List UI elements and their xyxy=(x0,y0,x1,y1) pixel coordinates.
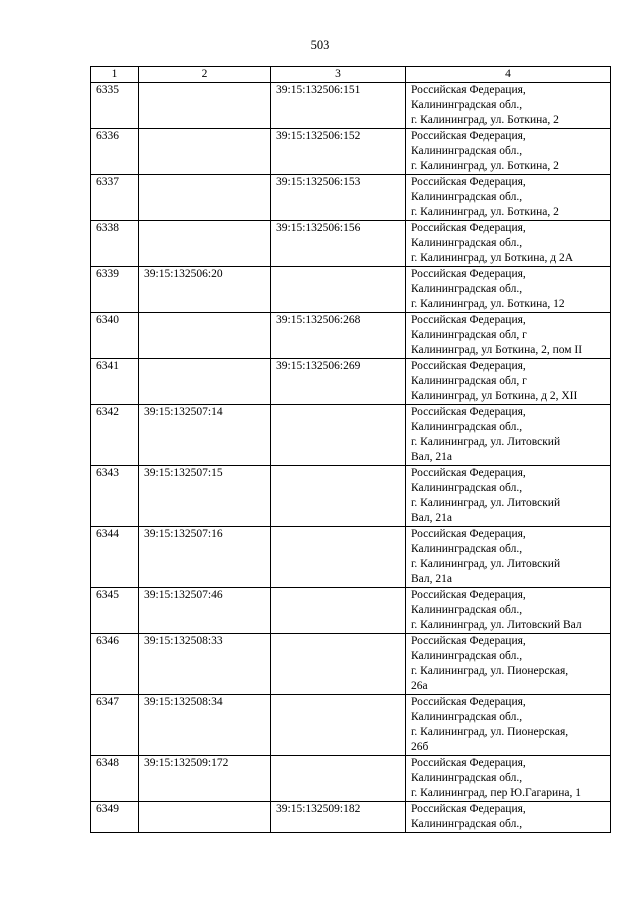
address-line: Калининградская обл., xyxy=(411,650,523,662)
cadastral-number-cell-col3 xyxy=(271,756,406,802)
cadastral-number-cell-col2 xyxy=(139,221,271,267)
row-number-cell: 6345 xyxy=(91,588,139,634)
address-cell xyxy=(406,588,611,634)
address-cell xyxy=(406,527,611,588)
cadastral-number-cell-col3 xyxy=(271,466,406,527)
address-cell xyxy=(406,466,611,527)
table-row xyxy=(91,267,611,313)
address-line: г. Калининград, ул. Литовский xyxy=(411,558,561,570)
address-line: г. Калининград, ул Боткина, д 2А xyxy=(411,252,574,264)
address-line: Российская Федерация, xyxy=(411,528,526,540)
header-row xyxy=(91,67,611,83)
cadastral-number-cell-col3: 39:15:132506:152 xyxy=(271,129,406,175)
address-line: Российская Федерация, xyxy=(411,360,526,372)
address-line: г. Калининград, пер Ю.Гагарина, 1 xyxy=(411,787,581,799)
row-number-cell: 6344 xyxy=(91,527,139,588)
cadastral-number-cell-col2 xyxy=(139,359,271,405)
cadastral-number-cell-col2 xyxy=(139,175,271,221)
cadastral-number-cell-col2 xyxy=(139,313,271,359)
table-row xyxy=(91,359,611,405)
address-line: Калининградская обл., xyxy=(411,543,523,555)
address-line: Российская Федерация, xyxy=(411,406,526,418)
address-line: г. Калининград, ул. Пионерская, xyxy=(411,665,569,677)
row-number-cell: 6337 xyxy=(91,175,139,221)
cadastral-number-cell-col2: 39:15:132507:16 xyxy=(139,527,271,588)
table-row xyxy=(91,221,611,267)
address-line: Калининградская обл., xyxy=(411,818,523,830)
cadastral-number-cell-col3: 39:15:132506:153 xyxy=(271,175,406,221)
address-line: Российская Федерация, xyxy=(411,84,526,96)
address-line: г. Калининград, ул. Боткина, 12 xyxy=(411,298,565,310)
cadastral-number-cell-col3 xyxy=(271,695,406,756)
registry-table xyxy=(90,66,611,833)
address-line: Вал, 21а xyxy=(411,573,452,585)
address-cell xyxy=(406,221,611,267)
cadastral-number-cell-col2 xyxy=(139,802,271,833)
table-row xyxy=(91,83,611,129)
table-row xyxy=(91,129,611,175)
address-line: Российская Федерация, xyxy=(411,222,526,234)
address-cell xyxy=(406,756,611,802)
cadastral-number-cell-col3: 39:15:132506:268 xyxy=(271,313,406,359)
cadastral-number-cell-col2: 39:15:132507:15 xyxy=(139,466,271,527)
address-line: Вал, 21а xyxy=(411,451,452,463)
address-line: Российская Федерация, xyxy=(411,467,526,479)
cadastral-number-cell-col2: 39:15:132508:34 xyxy=(139,695,271,756)
address-line: Калининградская обл, г xyxy=(411,375,527,387)
cadastral-number-cell-col2 xyxy=(139,83,271,129)
row-number-cell: 6346 xyxy=(91,634,139,695)
cadastral-number-cell-col2: 39:15:132507:14 xyxy=(139,405,271,466)
table-row xyxy=(91,527,611,588)
address-line: Российская Федерация, xyxy=(411,176,526,188)
address-cell xyxy=(406,83,611,129)
cadastral-number-cell-col3 xyxy=(271,405,406,466)
address-line: г. Калининград, ул. Литовский Вал xyxy=(411,619,582,631)
address-cell xyxy=(406,695,611,756)
cadastral-number-cell-col3: 39:15:132506:156 xyxy=(271,221,406,267)
address-line: Российская Федерация, xyxy=(411,803,526,815)
row-number-cell: 6341 xyxy=(91,359,139,405)
cadastral-number-cell-col2 xyxy=(139,129,271,175)
cadastral-number-cell-col3: 39:15:132506:269 xyxy=(271,359,406,405)
address-line: Калининградская обл., xyxy=(411,191,523,203)
address-cell xyxy=(406,267,611,313)
address-line: Калининградская обл., xyxy=(411,99,523,111)
address-line: Российская Федерация, xyxy=(411,757,526,769)
address-line: г. Калининград, ул. Литовский xyxy=(411,497,561,509)
cadastral-number-cell-col3 xyxy=(271,267,406,313)
address-line: Калининград, ул Боткина, 2, пом II xyxy=(411,344,583,356)
address-line: Российская Федерация, xyxy=(411,696,526,708)
address-line: Калининградская обл, г xyxy=(411,329,527,341)
address-line: Российская Федерация, xyxy=(411,314,526,326)
cadastral-number-cell-col3 xyxy=(271,527,406,588)
address-line: Калининградская обл., xyxy=(411,604,523,616)
address-line: Российская Федерация, xyxy=(411,589,526,601)
row-number-cell: 6347 xyxy=(91,695,139,756)
address-line: Калининград, ул Боткина, д 2, XII xyxy=(411,390,578,402)
address-line: Калининградская обл., xyxy=(411,421,523,433)
cadastral-number-cell-col3: 39:15:132506:151 xyxy=(271,83,406,129)
cadastral-number-cell-col2: 39:15:132507:46 xyxy=(139,588,271,634)
address-line: Калининградская обл., xyxy=(411,237,523,249)
table-body xyxy=(91,83,611,833)
address-line: г. Калининград, ул. Литовский xyxy=(411,436,561,448)
table-header xyxy=(91,67,611,83)
table-row xyxy=(91,634,611,695)
column-header-2: 2 xyxy=(139,67,271,83)
cadastral-number-cell-col2: 39:15:132508:33 xyxy=(139,634,271,695)
address-line: 26а xyxy=(411,680,428,692)
address-line: Калининградская обл., xyxy=(411,711,523,723)
row-number-cell: 6342 xyxy=(91,405,139,466)
address-cell xyxy=(406,405,611,466)
table-row xyxy=(91,313,611,359)
table-row xyxy=(91,466,611,527)
row-number-cell: 6336 xyxy=(91,129,139,175)
table-row xyxy=(91,756,611,802)
cadastral-number-cell-col3 xyxy=(271,588,406,634)
address-line: Калининградская обл., xyxy=(411,283,523,295)
address-line: Российская Федерация, xyxy=(411,268,526,280)
row-number-cell: 6340 xyxy=(91,313,139,359)
address-cell xyxy=(406,129,611,175)
address-cell xyxy=(406,313,611,359)
cadastral-number-cell-col2: 39:15:132509:172 xyxy=(139,756,271,802)
address-line: Вал, 21а xyxy=(411,512,452,524)
page-number: 503 xyxy=(310,38,330,52)
table-row xyxy=(91,695,611,756)
table-row xyxy=(91,175,611,221)
address-line: Российская Федерация, xyxy=(411,130,526,142)
address-line: Российская Федерация, xyxy=(411,635,526,647)
address-line: г. Калининград, ул. Боткина, 2 xyxy=(411,206,559,218)
table-row xyxy=(91,802,611,833)
address-cell xyxy=(406,359,611,405)
cadastral-number-cell-col2: 39:15:132506:20 xyxy=(139,267,271,313)
address-cell xyxy=(406,634,611,695)
row-number-cell: 6335 xyxy=(91,83,139,129)
column-header-4: 4 xyxy=(406,67,611,83)
address-cell xyxy=(406,802,611,833)
address-line: г. Калининград, ул. Пионерская, xyxy=(411,726,569,738)
column-header-1: 1 xyxy=(91,67,139,83)
row-number-cell: 6349 xyxy=(91,802,139,833)
address-line: г. Калининград, ул. Боткина, 2 xyxy=(411,160,559,172)
row-number-cell: 6343 xyxy=(91,466,139,527)
address-cell xyxy=(406,175,611,221)
cadastral-number-cell-col3 xyxy=(271,634,406,695)
address-line: 26б xyxy=(411,741,429,753)
row-number-cell: 6348 xyxy=(91,756,139,802)
address-line: г. Калининград, ул. Боткина, 2 xyxy=(411,114,559,126)
address-line: Калининградская обл., xyxy=(411,772,523,784)
cadastral-number-cell-col3: 39:15:132509:182 xyxy=(271,802,406,833)
address-line: Калининградская обл., xyxy=(411,482,523,494)
column-header-3: 3 xyxy=(271,67,406,83)
row-number-cell: 6339 xyxy=(91,267,139,313)
table-row xyxy=(91,588,611,634)
row-number-cell: 6338 xyxy=(91,221,139,267)
table-row xyxy=(91,405,611,466)
address-line: Калининградская обл., xyxy=(411,145,523,157)
